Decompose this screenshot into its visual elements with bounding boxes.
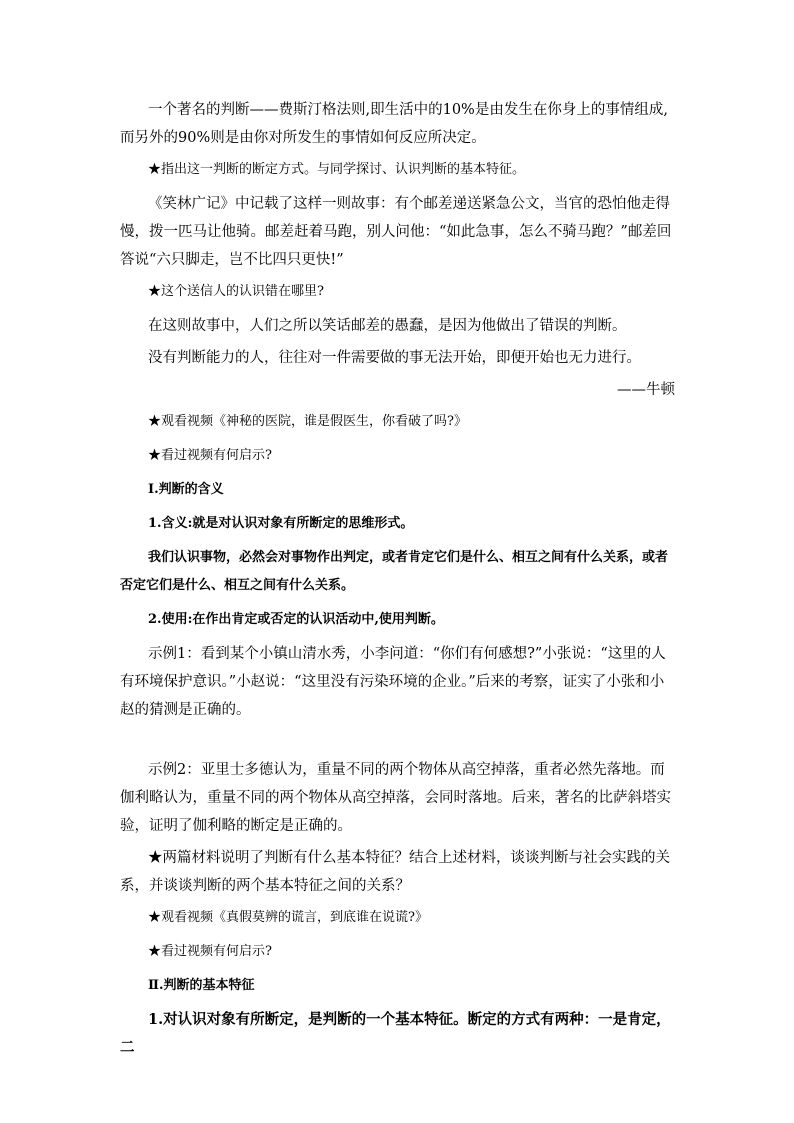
paragraph-festinger-rule: 一个著名的判断——费斯汀格法则,即生活中的10%是由发生在你身上的事情组成,而另外的90%则是由你对所发生的事情如何反应所决定。 (120, 102, 668, 146)
task-judgment-method: ★指出这一判断的断定方式。与同学探讨、认识判断的基本特征。 (148, 162, 526, 177)
task-watch-video-1: ★观看视频《神秘的医院，谁是假医生，你看破了吗?》 (148, 414, 467, 429)
quote-attribution: ——牛顿 (617, 382, 675, 398)
example-1: 示例1：看到某个小镇山清水秀，小李问道：“你们有何感想?”小张说：“这里的人有环境保护意识。”小赵说：“这里没有污染环境的企业。”后来的考察，证实了小张和小赵的猜测是正确的。 (120, 646, 666, 718)
feature-line-1: 1.对认识对象有所断定，是判断的一个基本特征。断定的方式有两种：一是肯定，二 (120, 1011, 671, 1056)
section-heading-2: Ⅱ.判断的基本特征 (148, 978, 255, 993)
paragraph-wrong-judgment: 在这则故事中，人们之所以笑话邮差的愚蠢，是因为他做出了错误的判断。 (148, 318, 627, 334)
definition-line: 1.含义:就是对认识对象有所断定的思维形式。 (148, 516, 414, 531)
usage-line: 2.使用:在作出肯定或否定的认识活动中,使用判断。 (148, 612, 444, 627)
definition-explanation: 我们认识事物，必然会对事物作出判定，或者肯定它们是什么、相互之间有什么关系，或者否定它们是什么、相互之间有什么关系。 (120, 550, 669, 593)
document-page (120, 96, 675, 1066)
paragraph-xiaolin-story: 《笑林广记》中记载了这样一则故事：有个邮差递送紧急公文，当官的恐怕他走得慢，拨一匹马让他骑。邮差赶着马跑，别人问他：“如此急事，怎么不骑马跑？”邮差回答说“六只脚走，岂不比四只更快!” (120, 196, 672, 268)
task-messenger-error: ★这个送信人的认识错在哪里? (148, 284, 324, 299)
task-video-insight-1: ★看过视频有何启示? (148, 448, 272, 463)
task-two-materials: ★两篇材料说明了判断有什么基本特征？结合上述材料，谈谈判断与社会实践的关系，并谈谈判断的两个基本特征之间的关系？ (120, 850, 670, 894)
section-heading-1: Ⅰ.判断的含义 (148, 482, 224, 497)
task-video-insight-2: ★看过视频有何启示? (148, 944, 272, 959)
blank-gap (120, 728, 675, 756)
quote-newton: 没有判断能力的人，往往对一件需要做的事无法开始，即便开始也无力进行。 (148, 350, 641, 366)
task-watch-video-2: ★观看视频《真假莫辨的谎言，到底谁在说谎?》 (148, 910, 428, 925)
example-2: 示例2：亚里士多德认为，重量不同的两个物体从高空掉落，重者必然先落地。而伽利略认为，重量不同的两个物体从高空掉落，会同时落地。后来，著名的比萨斜塔实验，证明了伽利略的断定是正确的。 (120, 762, 671, 834)
